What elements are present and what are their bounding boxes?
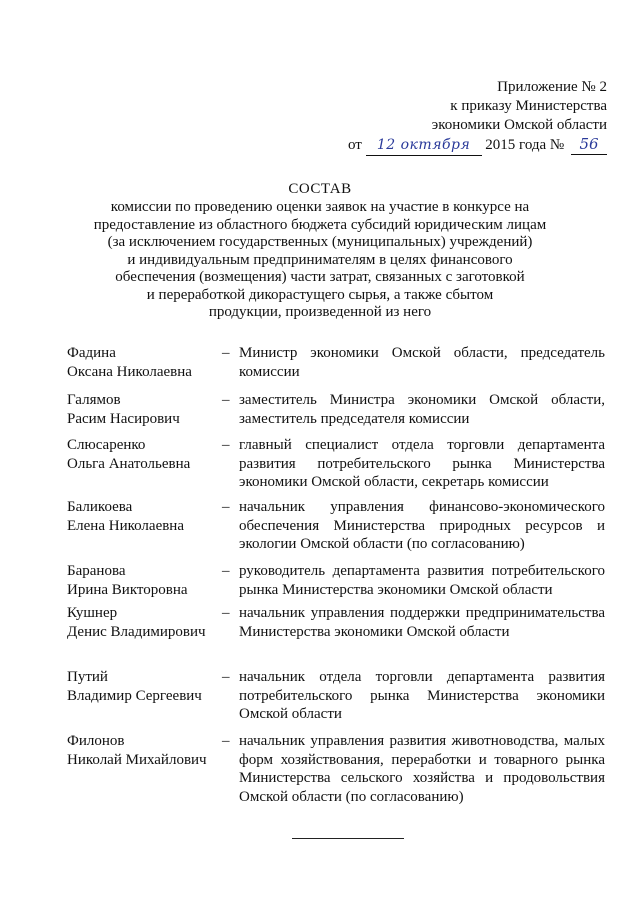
member-role: руководитель департамента развития потребительского рынка Министерства экономики Омской области — [239, 563, 605, 598]
handwritten-date: 12 октября — [366, 136, 482, 156]
member-given-name: Ирина Викторовна — [67, 581, 188, 598]
member-name — [67, 498, 217, 535]
member-role: начальник отдела торговли департамента развития потребительского рынка Министерства экономики Омской области — [239, 669, 605, 722]
member-surname: Баликоева — [67, 499, 133, 515]
member-dash: – — [222, 392, 230, 408]
member-surname: Слюсаренко — [67, 437, 146, 453]
member-surname: Галямов — [67, 392, 121, 408]
member-role: начальник управления поддержки предпринимательства Министерства экономики Омской области — [239, 605, 605, 640]
member-surname: Баранова — [67, 563, 126, 579]
subtitle-line: (за исключением государственных (муниципальных) учреждений) — [107, 234, 533, 250]
member-name — [67, 562, 217, 599]
member-given-name: Денис Владимирович — [67, 623, 206, 640]
document-subtitle — [0, 199, 640, 322]
member-dash: – — [222, 499, 230, 515]
subtitle-line: и индивидуальным предпринимателям в целях финансового — [127, 251, 513, 268]
member-given-name: Елена Николаевна — [67, 517, 184, 534]
member-dash: – — [222, 345, 230, 361]
member-dash: – — [222, 733, 230, 749]
subtitle-line: комиссии по проведению оценки заявок на участие в конкурсе на — [110, 199, 530, 215]
member-given-name: Владимир Сергеевич — [67, 687, 202, 704]
member-role: главный специалист отдела торговли департамента развития потребительского рынка Министерства экономики Омской области, секретарь комиссии — [239, 437, 605, 490]
member-surname: Филонов — [67, 733, 125, 749]
member-dash: – — [222, 669, 230, 685]
member-given-name: Расим Насирович — [67, 410, 180, 427]
subtitle-line: обеспечения (возмещения) части затрат, связанных с заготовкой — [115, 269, 525, 285]
member-role: заместитель Министра экономики Омской области, заместитель председателя комиссии — [239, 392, 605, 427]
member-name — [67, 604, 217, 641]
appendix-header — [348, 78, 607, 156]
subtitle-line: предоставление из областного бюджета субсидий юридическим лицам — [93, 216, 547, 233]
member-name — [67, 391, 217, 428]
member-name — [67, 436, 217, 473]
document-title: СОСТАВ — [288, 181, 352, 197]
subtitle-line: продукции, произведенной из него — [208, 304, 432, 320]
order-date-line — [348, 135, 607, 156]
appendix-order-ref: к приказу Министерства — [450, 98, 607, 114]
appendix-ministry: экономики Омской области — [431, 117, 607, 133]
member-role: начальник управления развития животноводства, малых форм хозяйствования, переработки и товарного рынка Министерства сельского хозяйства и продовольствия Омской области (по согласованию) — [239, 733, 605, 805]
member-given-name: Николай Михайлович — [67, 751, 207, 768]
member-role: Министр экономики Омской области, председатель комиссии — [239, 345, 605, 380]
subtitle-line: и переработкой дикорастущего сырья, а также сбытом — [146, 286, 494, 303]
member-name — [67, 732, 217, 769]
appendix-number: Приложение № 2 — [497, 79, 607, 95]
member-name — [67, 344, 217, 381]
handwritten-order-number: 56 — [571, 135, 607, 155]
bottom-separator-line — [292, 838, 404, 839]
member-name — [67, 668, 217, 705]
order-from-label: от — [347, 137, 362, 153]
member-surname: Кушнер — [67, 605, 118, 621]
member-surname: Фадина — [67, 345, 116, 361]
member-given-name: Оксана Николаевна — [67, 363, 192, 380]
member-dash: – — [222, 605, 230, 621]
member-role: начальник управления финансово-экономического обеспечения Министерства природных ресурсов и экологии Омской области (по согласованию) — [239, 499, 605, 552]
member-dash: – — [222, 563, 230, 579]
member-given-name: Ольга Анатольевна — [67, 455, 191, 472]
order-year-text: 2015 года № — [485, 137, 565, 153]
member-surname: Путий — [67, 669, 108, 685]
member-dash: – — [222, 437, 230, 453]
